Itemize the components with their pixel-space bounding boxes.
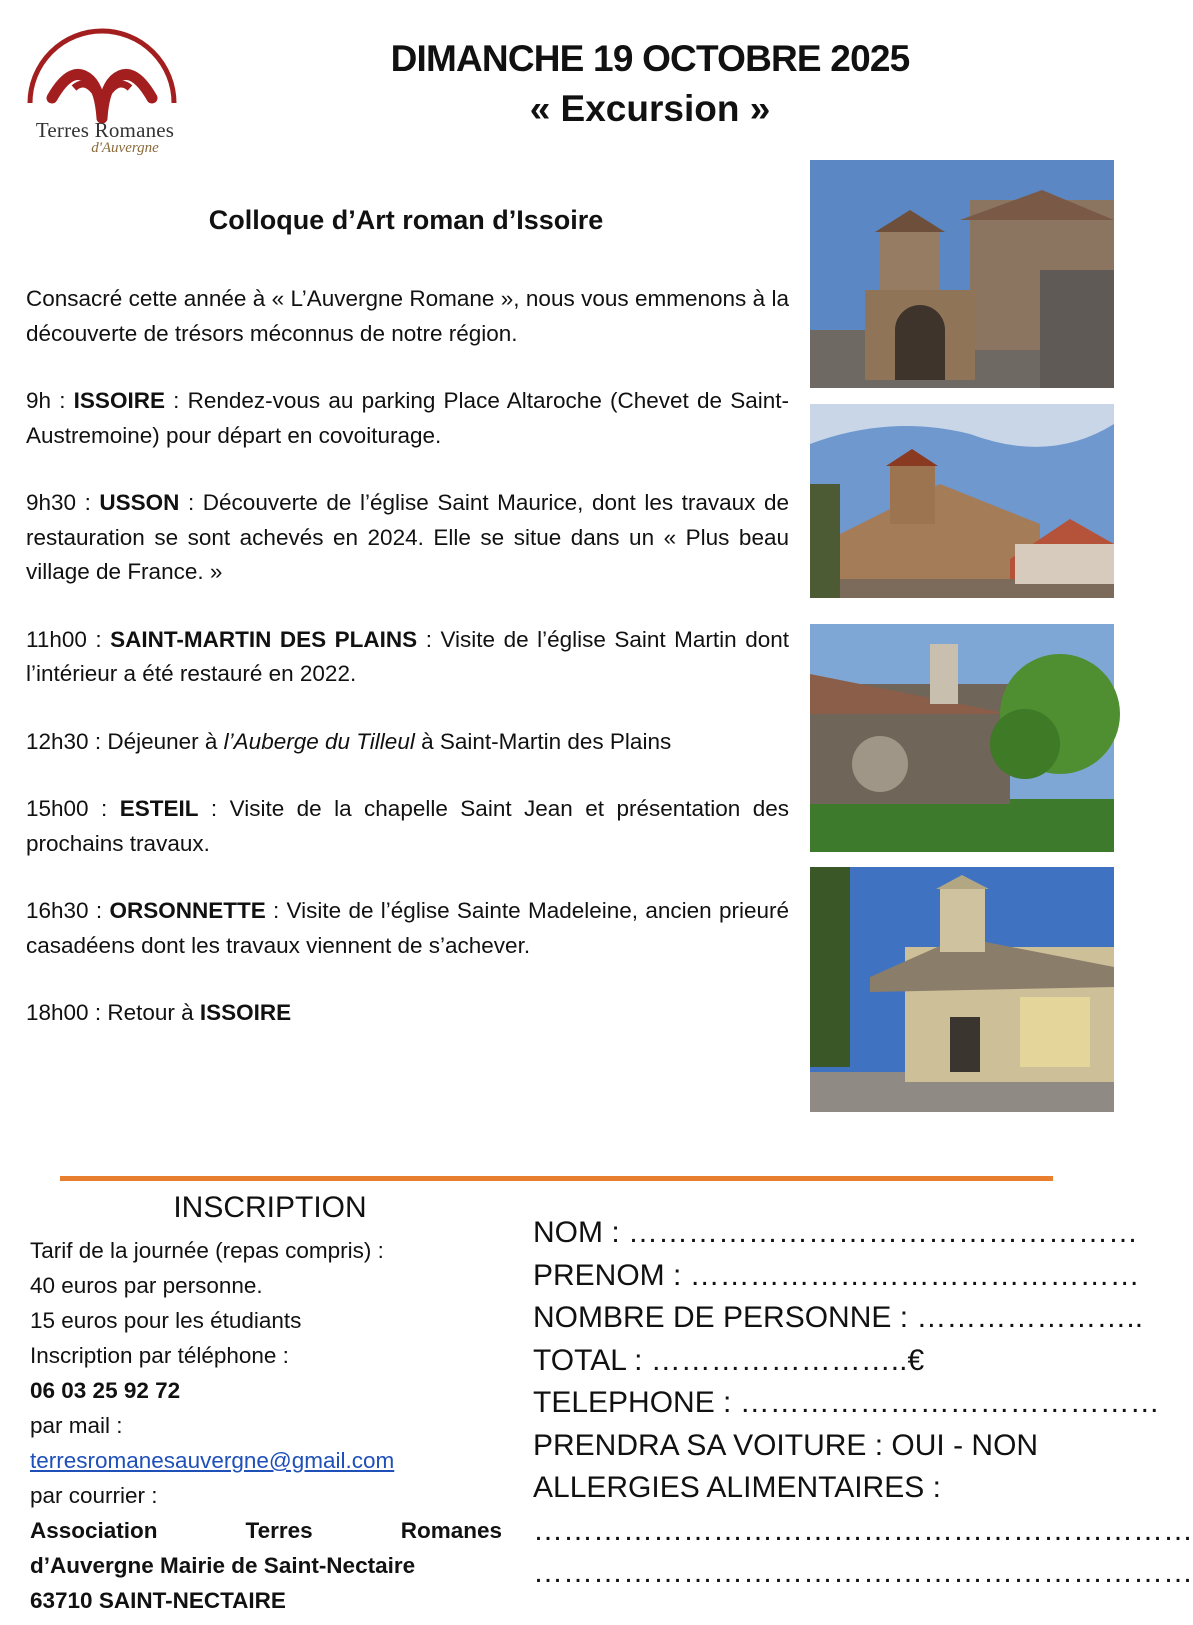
program-place: USSON xyxy=(99,490,180,515)
program-text: : Visite de l’église Saint Martin dont l’intérieur a été restauré en 2022. xyxy=(26,626,789,686)
program-place: ISSOIRE xyxy=(73,388,165,413)
program-body xyxy=(26,282,789,1064)
nom-field[interactable]: NOM : …………………………………………… xyxy=(533,1216,1138,1249)
program-time: 9h : xyxy=(26,388,66,413)
church-photo-2 xyxy=(810,404,1114,598)
phone-label: Inscription par téléphone : xyxy=(30,1343,289,1368)
colloque-heading: Colloque d’Art roman d’Issoire xyxy=(208,205,604,235)
allergies-label: ALLERGIES ALIMENTAIRES : xyxy=(533,1471,941,1504)
program-text: : Visite de la chapelle Saint Jean et présentation des prochains travaux. xyxy=(26,796,789,856)
program-time: 18h00 : Retour à xyxy=(26,1000,194,1025)
association-line-1: Association Terres Romanes xyxy=(30,1518,502,1543)
prenom-field[interactable]: PRENOM : ……………………………………… xyxy=(533,1258,1140,1292)
program-time: 15h00 : xyxy=(26,796,108,821)
inscription-details xyxy=(30,1233,502,1618)
tarif-label: Tarif de la journée (repas compris) : xyxy=(30,1238,384,1263)
program-place: ORSONNETTE xyxy=(109,898,266,923)
page-title: DIMANCHE 19 OCTOBRE 2025 xyxy=(390,38,910,79)
phone-number[interactable]: 06 03 25 92 72 xyxy=(30,1378,181,1403)
program-text: : Découverte de l’église Saint Maurice, dont les travaux de restauration se sont achevés en 2024. Elle se situe dans un « Plus beau village de France. » xyxy=(26,490,789,584)
price-adult: 40 euros par personne. xyxy=(30,1273,263,1298)
logo-name: Terres Romanes xyxy=(35,118,175,142)
allergies-line-1[interactable]: ………………………………………………………… xyxy=(533,1513,1193,1547)
allergies-line-2[interactable]: ………………………………………………………… xyxy=(533,1556,1193,1589)
program-place: l’Auberge du Tilleul xyxy=(223,728,415,754)
voiture-field[interactable]: PRENDRA SA VOITURE : OUI - NON xyxy=(533,1428,1039,1462)
program-place: SAINT-MARTIN DES PLAINS xyxy=(110,626,418,652)
church-photo-4 xyxy=(810,867,1114,1112)
church-photo-3 xyxy=(810,624,1114,852)
price-student: 15 euros pour les étudiants xyxy=(30,1308,302,1333)
total-field[interactable]: TOTAL : ……………………..€ xyxy=(533,1343,925,1377)
registration-form xyxy=(533,1212,1193,1595)
telephone-field[interactable]: TELEPHONE : …………………………………… xyxy=(533,1386,1160,1419)
nombre-field[interactable]: NOMBRE DE PERSONNE : ………………….. xyxy=(533,1301,1144,1334)
program-item xyxy=(26,486,789,590)
program-item xyxy=(26,623,789,692)
page-subtitle: « Excursion » xyxy=(529,88,771,129)
email-link[interactable]: terresromanesauvergne@gmail.com xyxy=(30,1448,395,1473)
program-text: à Saint-Martin des Plains xyxy=(414,728,672,754)
program-item xyxy=(26,894,789,963)
inscription-title: INSCRIPTION xyxy=(173,1191,367,1224)
program-place: ESTEIL xyxy=(119,796,199,821)
intro-paragraph: Consacré cette année à « L’Auvergne Romane », nous vous emmenons à la découverte de trésors méconnus de notre région. xyxy=(26,286,789,346)
association-line-3: 63710 SAINT-NECTAIRE xyxy=(30,1588,286,1613)
logo xyxy=(12,8,192,188)
program-item xyxy=(26,996,789,1031)
program-place: ISSOIRE xyxy=(199,1000,292,1025)
program-text: : Rendez-vous au parking Place Altaroche (Chevet de Saint-Austremoine) pour départ en covoiturage. xyxy=(26,388,789,448)
program-time: 11h00 : xyxy=(26,626,102,652)
program-time: 16h30 : xyxy=(26,898,103,923)
association-line-2: d’Auvergne Mairie de Saint-Nectaire xyxy=(30,1553,416,1578)
program-time: 12h30 : Déjeuner à xyxy=(26,728,218,754)
logo-subtitle: d'Auvergne xyxy=(91,140,159,156)
program-time: 9h30 : xyxy=(26,490,91,515)
post-label: par courrier : xyxy=(30,1483,158,1508)
mail-label: par mail : xyxy=(30,1413,123,1438)
program-item xyxy=(26,384,789,453)
program-item xyxy=(26,725,789,760)
program-item xyxy=(26,792,789,861)
program-text: : Visite de l’église Sainte Madeleine, ancien prieuré casadéens dont les travaux viennent de s’achever. xyxy=(26,898,789,958)
church-photo-1 xyxy=(810,160,1114,388)
logo-arch-icon xyxy=(12,8,192,188)
divider xyxy=(60,1176,1053,1181)
